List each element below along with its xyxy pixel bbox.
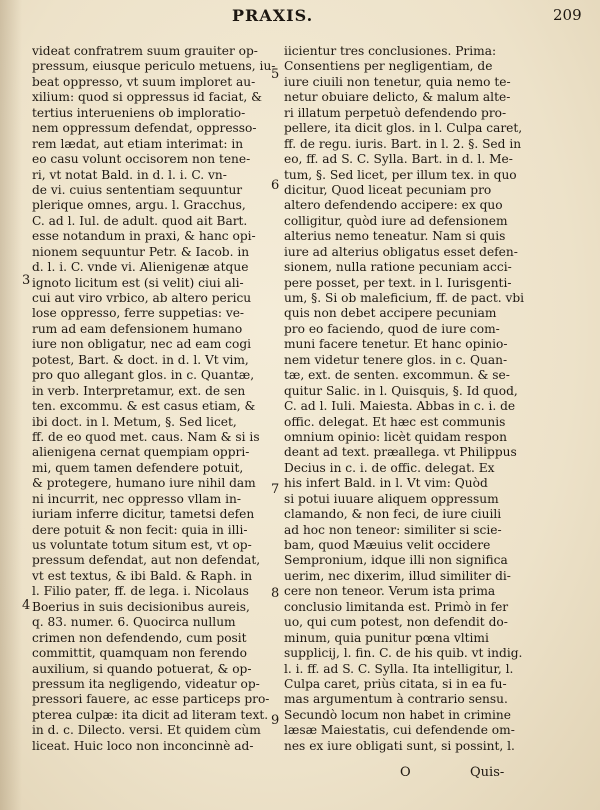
text-line: mi, quem tamen defendere potuit, bbox=[32, 460, 244, 475]
text-line: l. Filio pater, ff. de lega. i. Nicolaus bbox=[32, 584, 249, 599]
text-line: nem videtur tenere glos. in c. Quan- bbox=[284, 352, 508, 367]
text-line: quis non debet accipere pecuniam bbox=[284, 306, 497, 321]
text-line: cere non teneor. Verum ista prima bbox=[284, 584, 496, 599]
text-line: sionem, nulla ratione pecuniam acci- bbox=[284, 260, 512, 275]
text-line: de vi. cuius sententiam sequuntur bbox=[32, 182, 243, 197]
text-line: Boerius in suis decisionibus aureis, bbox=[32, 599, 250, 614]
text-line: in verb. Interpretamur, ext. de sen bbox=[32, 383, 246, 398]
text-line: pressum, eiusque periculo metuens, iu- bbox=[32, 59, 276, 74]
text-line: rum ad eam defensionem humano bbox=[32, 321, 243, 336]
text-line: pro eo faciendo, quod de iure com- bbox=[284, 321, 500, 336]
page-header bbox=[0, 2, 600, 32]
text-line: uerim, nec dixerim, illud similiter di- bbox=[284, 568, 511, 583]
catchword: Quis- bbox=[470, 765, 505, 780]
text-line: plerique omnes, argu. l. Gracchus, bbox=[32, 198, 246, 213]
text-line: offic. delegat. Et hæc est communis bbox=[284, 414, 506, 429]
text-line: auxilium, si quando potuerat, & op- bbox=[32, 661, 252, 676]
text-line: clamando, & non feci, de iure ciuili bbox=[284, 507, 502, 522]
text-line: iicientur tres conclusiones. Prima: bbox=[284, 44, 497, 58]
text-line: his infert Bald. in l. Vt vim: Quòd bbox=[284, 476, 488, 491]
text-line: minum, quia punitur pœna vltimi bbox=[284, 630, 489, 645]
right-text-column bbox=[284, 44, 546, 754]
text-line: committit, quamquam non ferendo bbox=[32, 646, 247, 661]
running-title: PRAXIS. bbox=[232, 6, 314, 25]
text-line: ri illatum perpetuò defendendo pro- bbox=[284, 105, 507, 120]
text-line: Consentiens per negligentiam, de bbox=[284, 59, 493, 74]
text-line: ad hoc non teneor: similiter si scie- bbox=[284, 522, 502, 537]
text-line: potest, Bart. & doct. in d. l. Vt vim, bbox=[32, 352, 249, 367]
text-line: us voluntate totum situm est, vt op- bbox=[32, 538, 252, 552]
text-line: alterius nemo teneatur. Nam si quis bbox=[284, 229, 506, 244]
text-line: cui aut viro vrbico, ab altero pericu bbox=[32, 291, 252, 305]
text-line: nionem sequuntur Petr. & Iacob. in bbox=[32, 244, 250, 259]
signature-mark: O bbox=[400, 765, 411, 780]
text-line: supplicij, l. fin. C. de his quib. vt indig. bbox=[284, 646, 523, 661]
gutter-number: 7 bbox=[271, 482, 280, 497]
text-line: colligitur, quòd iure ad defensionem bbox=[284, 213, 508, 228]
text-line: pro quo allegant glos. in c. Quantæ, bbox=[32, 368, 255, 383]
text-line: netur obuiare delicto, & malum alte- bbox=[284, 90, 511, 105]
text-line: ibi doct. in l. Metum, §. Sed licet, bbox=[32, 414, 237, 429]
text-line: iure ad alterius obligatus esset defen- bbox=[284, 244, 518, 259]
text-line: mas argumentum à contrario sensu. bbox=[284, 692, 508, 707]
text-line: pressum defendat, aut non defendat, bbox=[32, 553, 261, 568]
text-line: pressum ita negligendo, videatur op- bbox=[32, 676, 260, 691]
text-line: xilium: quod si oppressus id faciat, & bbox=[32, 90, 262, 105]
text-line: liceat. Huic loco non inconcinnè ad- bbox=[32, 738, 254, 753]
text-line: ri, vt notat Bald. in d. l. i. C. vn- bbox=[32, 167, 227, 182]
text-line: alienigena cernat quempiam oppri- bbox=[32, 445, 250, 460]
text-line: nem oppressum defendat, oppresso- bbox=[32, 121, 257, 136]
text-line: crimen non defendendo, cum posit bbox=[32, 630, 247, 645]
text-line: deant ad text. præallega. vt Philippus bbox=[284, 445, 517, 460]
text-line: uo, qui cum potest, non defendit do- bbox=[284, 615, 508, 630]
text-line: læsæ Maiestatis, cui defendende om- bbox=[284, 723, 515, 738]
text-line: eo, ff. ad S. C. Sylla. Bart. in d. l. Me- bbox=[284, 152, 513, 167]
text-line: ni incurrit, nec oppresso vllam in- bbox=[32, 491, 241, 506]
text-line: ff. de regu. iuris. Bart. in l. 2. §. Sed in bbox=[284, 136, 522, 151]
text-line: pere posset, per text. in l. Iurisgenti- bbox=[284, 275, 512, 290]
text-line: ten. excommu. & est casus etiam, & bbox=[32, 399, 256, 414]
text-line: tæ, ext. de senten. excommun. & se- bbox=[284, 368, 510, 383]
text-line: iure non obligatur, nec ad eam cogi bbox=[32, 337, 252, 352]
text-line: l. i. ff. ad S. C. Sylla. Ita intelligitur, l. bbox=[284, 661, 514, 676]
gutter-number: 6 bbox=[271, 178, 280, 193]
text-line: omnium opinio: licèt quidam respon bbox=[284, 429, 507, 444]
text-line: muni facere tenetur. Et hanc opinio- bbox=[284, 337, 508, 352]
text-line: quitur Salic. in l. Quisquis, §. Id quod, bbox=[284, 383, 518, 398]
text-line: C. ad l. Iul. de adult. quod ait Bart. bbox=[32, 213, 248, 228]
text-line: d. l. i. C. vnde vi. Alienigenæ atque bbox=[32, 260, 249, 275]
text-line: pellere, ita dicit glos. in l. Culpa caret, bbox=[284, 121, 523, 136]
text-line: pressori fauere, ac esse particeps pro- bbox=[32, 692, 270, 707]
text-line: beat oppresso, vt suum imploret au- bbox=[32, 74, 256, 89]
text-line: in d. c. Dilecto. versi. Et quidem cùm bbox=[32, 723, 261, 738]
text-line: ignoto licitum est (si velit) ciui ali- bbox=[32, 275, 244, 290]
text-line: Culpa caret, priùs citata, si in ea fu- bbox=[284, 676, 507, 691]
binding-shadow bbox=[0, 0, 22, 810]
text-line: nes ex iure obligati sunt, si possint, l. bbox=[284, 738, 515, 753]
text-line: dicitur, Quod liceat pecuniam pro bbox=[284, 182, 492, 197]
text-line: eo casu volunt occisorem non tene- bbox=[32, 152, 251, 167]
margin-number: 4 bbox=[22, 598, 31, 613]
text-line: bam, quod Mæuius velit occidere bbox=[284, 538, 491, 552]
text-line: & protegere, humano iure nihil dam bbox=[32, 476, 256, 491]
gutter-number: 9 bbox=[271, 713, 280, 728]
margin-number: 3 bbox=[22, 273, 31, 288]
text-line: um, §. Si ob maleficium, ff. de pact. vbi bbox=[284, 291, 525, 305]
text-line: dere potuit & non fecit: quia in illi- bbox=[32, 522, 248, 537]
text-line: iuriam inferre dicitur, tametsi defen bbox=[32, 507, 255, 522]
left-text-column bbox=[32, 44, 292, 754]
text-line: altero defendendo accipere: ex quo bbox=[284, 198, 503, 213]
gutter-number: 5 bbox=[271, 67, 280, 82]
folio-number: 209 bbox=[553, 6, 582, 24]
text-line: esse notandum in praxi, & hanc opi- bbox=[32, 229, 256, 244]
text-line: ff. de eo quod met. caus. Nam & si is bbox=[32, 429, 260, 444]
text-line: rem lædat, aut etiam interimat: in bbox=[32, 136, 244, 151]
text-line: tertius interueniens ob imploratio- bbox=[32, 105, 246, 120]
text-line: videat confratrem suum grauiter op- bbox=[32, 44, 258, 58]
text-line: vt est textus, & ibi Bald. & Raph. in bbox=[32, 568, 253, 583]
text-line: si potui iuuare aliquem oppressum bbox=[284, 491, 499, 506]
text-line: pterea culpæ: ita dicit ad literam text. bbox=[32, 707, 269, 722]
text-line: conclusio limitanda est. Primò in fer bbox=[284, 599, 509, 614]
text-line: Sempronium, idque illi non significa bbox=[284, 553, 508, 568]
text-line: lose oppresso, ferre suppetias: ve- bbox=[32, 306, 245, 321]
gutter-number: 8 bbox=[271, 586, 280, 601]
text-line: q. 83. numer. 6. Quocirca nullum bbox=[32, 615, 236, 630]
text-line: tum, §. Sed licet, per illum tex. in quo bbox=[284, 167, 517, 182]
text-line: Secundò locum non habet in crimine bbox=[284, 707, 511, 722]
text-line: C. ad l. Iuli. Maiesta. Abbas in c. i. de bbox=[284, 399, 516, 414]
text-line: Decius in c. i. de offic. delegat. Ex bbox=[284, 460, 495, 475]
text-line: iure ciuili non tenetur, quia nemo te- bbox=[284, 74, 511, 89]
